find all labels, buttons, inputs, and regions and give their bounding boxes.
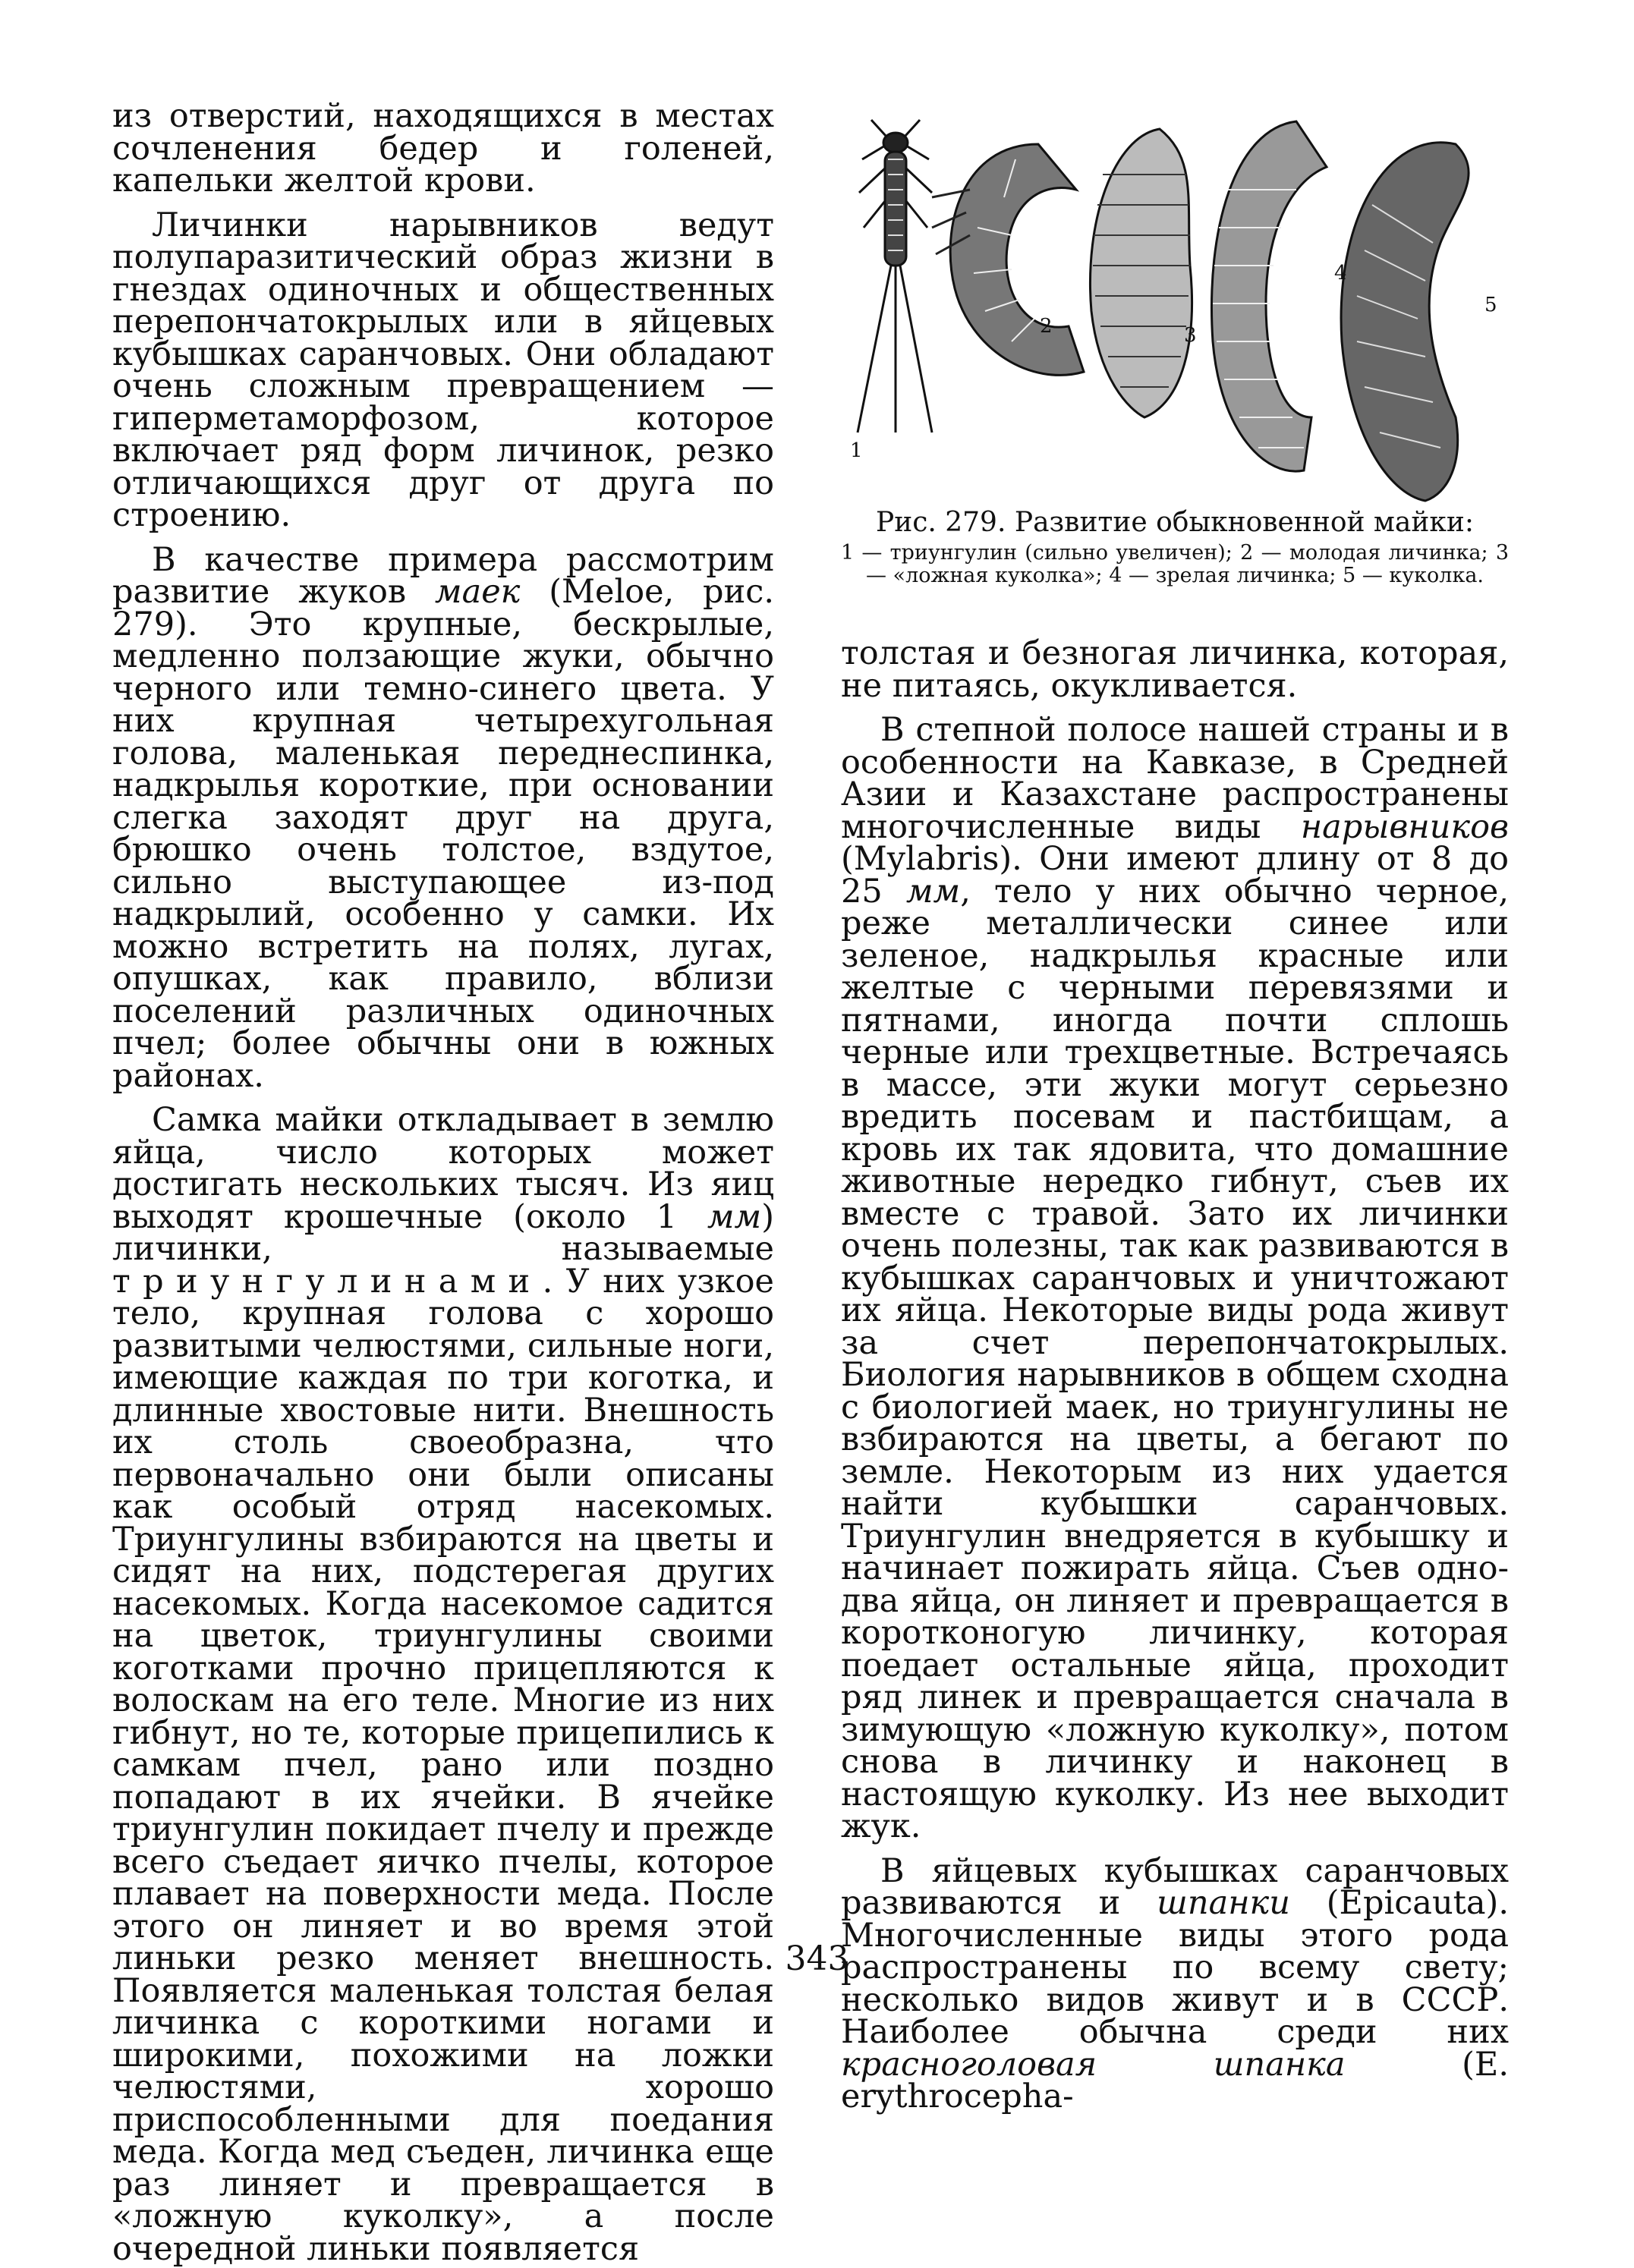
young-larva-drawing	[932, 144, 1084, 375]
paragraph	[841, 1851, 1509, 2115]
paragraph-text: Личинки нарывников ведут полупаразитический образ жизни в гнездах одиночных и общественных перепончатокрылых или в яйцевых кубышках саранчовых. Они обладают очень сложным превращением — гиперметаморфозом, которое включает ряд форм личинок, резко отличающихся друг от друга по строению.	[112, 206, 774, 534]
pseudo-pupa-drawing	[1090, 129, 1192, 417]
paragraph-text: (Mylabris). Они имеют длину от 8 до 25	[841, 840, 1509, 911]
page-number: 343	[785, 1939, 849, 1978]
paragraph-text: В степной полосе нашей страны и в особенности на Кавказе, в Средней Азии и Казахстане распространены многочисленные виды	[841, 711, 1509, 846]
paragraph-text: Самка майки откладывает в землю яйца, число которых может достигать нескольких тысяч. Из яиц выходят крошечные (около 1	[112, 1101, 774, 1236]
italic-term: шпанки	[1157, 1884, 1290, 1922]
figure-caption	[841, 507, 1509, 587]
figure-label: 2	[1040, 315, 1053, 338]
italic-term: маек	[434, 573, 521, 611]
right-text-column	[841, 634, 1509, 2115]
paragraph-text: ) личинки, называемые	[112, 1197, 774, 1268]
triungulin-drawing	[858, 120, 932, 433]
paragraph	[112, 1101, 774, 2268]
paragraph-text: В яйцевых кубышках саранчовых развиваются и	[841, 1851, 1509, 1922]
italic-term: красноголовая шпанка	[841, 2045, 1346, 2084]
figure-title: Рис. 279. Развитие обыкновенной майки:	[875, 507, 1475, 538]
meloe-development-drawing	[841, 114, 1509, 508]
paragraph-text: (Epicauta). Многочисленные виды этого рода распространены по всему свету; несколько видов живут и в СССР. Наиболее обычна среди них	[841, 1884, 1509, 2051]
pupa-drawing	[1341, 143, 1469, 501]
unit-mm: мм	[707, 1197, 762, 1236]
figure-279-illustration	[841, 114, 1509, 531]
paragraph-text: толстая и безногая личинка, которая, не питаясь, окукливается.	[841, 634, 1509, 705]
paragraph-text: . У них узкое тело, крупная голова с хорошо развитыми челюстями, сильные ноги, имеющие каждая по три коготка, и длинные хвостовые нити. Внешность их столь своеобразна, что первоначально они были описаны как особый отряд насекомых. Триунгулины взбираются на цветы и сидят на них, подстерегая других насекомых. Когда насекомое садится на цветок, триунгулины своими коготками прочно прицепляются к волоскам на его теле. Многие из них гибнут, но те, которые прицепились к самкам пчел, рано или поздно попадают в их ячейки. В ячейке триунгулин покидает пчелу и прежде всего съедает яичко пчелы, которое плавает на поверхности меда. После этого он линяет и во время этой линьки резко меняет внешность. Появляется маленькая толстая белая личинка с короткими ногами и широкими, похожими на ложки челюстями, хорошо приспособленными для поедания меда. Когда мед съеден, личинка еще раз линяет и превращается в «ложную куколку», а после очередной линьки появляется	[112, 1262, 774, 2268]
paragraph	[841, 711, 1509, 1845]
paragraph-text: (Meloe, рис. 279). Это крупные, бескрылые, медленно ползающие жуки, обычно черного или темно-синего цвета. У них крупная четырехугольная голова, маленькая переднеспинка, надкрылья короткие, при основании слегка заходят друг на друга, брюшко очень толстое, вздутое, сильно выступающее из-под надкрылий, особенно у самки. Их можно встретить на полях, лугах, опушках, как правило, вблизи поселений различных одиночных пчел; более обычны они в южных районах.	[112, 573, 774, 1095]
paragraph-text: В качестве примера рассмотрим развитие жуков	[112, 540, 774, 611]
paragraph	[841, 634, 1509, 705]
paragraph-text: , тело у них обычно черное, реже металлически синее или зеленое, надкрылья красные или желтые с черными перевязями и пятнами, иногда почти сплошь черные или трехцветные. Встречаясь в массе, эти жуки могут серьезно вредить посевам и пастбищам, а кровь их так ядовита, что домашние животные нередко гибнут, съев их вместе с травой. Зато их личинки очень полезны, так как развиваются в кубышках саранчовых и уничтожают их яйца. Некоторые виды рода живут за счет перепончатокрылых. Биология нарывников в общем сходна с биологией маек, но триунгулины не взбираются на цветы, а бегают по земле. Некоторым из них удается найти кубышки саранчовых. Триунгулин внедряется в кубышку и начинает пожирать яйца. Съев одно-два яйца, он линяет и превращается в коротконогую личинку, которая поедает остальные яйца, проходит ряд линек и превращается сначала в зимующую «ложную куколку», потом снова в личинку и наконец в настоящую куколку. Из нее выходит жук.	[841, 872, 1509, 1845]
figure-label: 1	[850, 439, 863, 462]
paragraph-text: (E. erythrocepha-	[841, 2045, 1509, 2115]
mature-larva-drawing	[1211, 121, 1327, 471]
figure-label: 4	[1334, 262, 1347, 285]
paragraph	[112, 540, 774, 1095]
spaced-term: триунгулинами	[112, 1262, 543, 1301]
paragraph	[112, 206, 774, 534]
italic-term: нарывников	[1300, 807, 1509, 846]
figure-label: 3	[1184, 324, 1197, 347]
figure-legend: 1 — триунгулин (сильно увеличен); 2 — молодая личинка; 3 — «ложная куколка»; 4 — зрелая личинка; 5 — куколка.	[841, 541, 1509, 587]
figure-label: 5	[1484, 294, 1497, 316]
unit-mm: мм	[905, 872, 961, 911]
paragraph	[112, 97, 774, 200]
paragraph-text: из отверстий, находящихся в местах сочленения бедер и голеней, капельки желтой крови.	[112, 97, 774, 200]
